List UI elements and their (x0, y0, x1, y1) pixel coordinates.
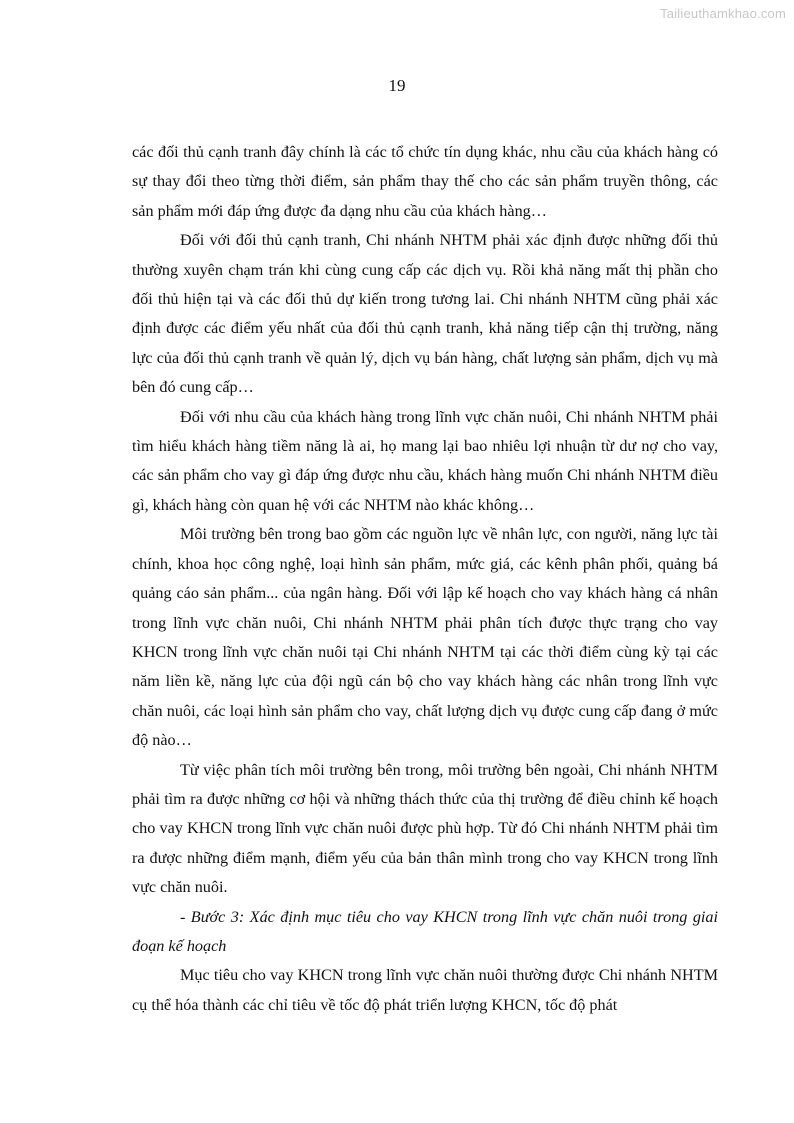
step-3-heading: - Bước 3: Xác định mục tiêu cho vay KHCN trong lĩnh vực chăn nuôi trong giai đoạn kế hoạch (132, 907, 718, 955)
paragraph-customer-needs: Đối với nhu cầu của khách hàng trong lĩnh vực chăn nuôi, Chi nhánh NHTM phải tìm hiểu khách hàng tiềm năng là ai, họ mang lại bao nhiêu lợi nhuận từ dư nợ cho vay, các sản phẩm cho vay gì đáp ứng được nhu cầu, khách hàng muốn Chi nhánh NHTM điều gì, khách hàng còn quan hệ với các NHTM nào khác không… (132, 407, 718, 514)
paragraph-objectives: Mục tiêu cho vay KHCN trong lĩnh vực chăn nuôi thường được Chi nhánh NHTM cụ thể hóa thành các chỉ tiêu về tốc độ phát triển lượng KHCN, tốc độ phát (132, 966, 718, 1014)
page-number: 19 (388, 76, 406, 95)
paragraph-environment-analysis: Từ việc phân tích môi trường bên trong, môi trường bên ngoài, Chi nhánh NHTM phải tìm ra được những cơ hội và những thách thức của thị trường để điều chỉnh kế hoạch cho vay KHCN trong lĩnh vực chăn nuôi được phù hợp. Từ đó Chi nhánh NHTM phải tìm ra được những điểm mạnh, điểm yếu của bản thân mình trong cho vay KHCN trong lĩnh vực chăn nuôi. (132, 760, 718, 897)
watermark: Tailieuthamkhao.com (660, 6, 786, 21)
paragraph-competitors: Đối với đối thủ cạnh tranh, Chi nhánh NHTM phải xác định được những đối thủ thường xuyên chạm trán khi cùng cung cấp các dịch vụ. Rồi khả năng mất thị phần cho đối thủ hiện tại và các đối thủ dự kiến trong tương lai. Chi nhánh NHTM cũng phải xác định được các điểm yếu nhất của đối thủ cạnh tranh, khả năng tiếp cận thị trường, năng lực của đối thủ cạnh tranh về quản lý, dịch vụ bán hàng, chất lượng sản phẩm, dịch vụ mà bên đó cung cấp… (132, 231, 718, 397)
paragraph-continuation: các đối thủ cạnh tranh đây chính là các tổ chức tín dụng khác, nhu cầu của khách hàng có sự thay đổi theo từng thời điểm, sản phẩm thay thế cho các sản phẩm truyền thông, các sản phẩm mới đáp ứng được đa dạng nhu cầu của khách hàng… (132, 143, 718, 220)
document-body (132, 138, 718, 1020)
paragraph-internal-environment: Môi trường bên trong bao gồm các nguồn lực về nhân lực, con người, năng lực tài chính, khoa học công nghệ, loại hình sản phẩm, mức giá, các kênh phân phối, quảng bá quảng cáo sản phẩm... của ngân hàng. Đối với lập kế hoạch cho vay khách hàng cá nhân trong lĩnh vực chăn nuôi, Chi nhánh NHTM phải phân tích được thực trạng cho vay KHCN trong lĩnh vực chăn nuôi tại Chi nhánh NHTM tại các thời điểm cùng kỳ tại các năm liền kề, năng lực của đội ngũ cán bộ cho vay khách hàng các nhân trong lĩnh vực chăn nuôi, các loại hình sản phẩm cho vay, chất lượng dịch vụ được cung cấp đang ở mức độ nào… (132, 525, 718, 750)
